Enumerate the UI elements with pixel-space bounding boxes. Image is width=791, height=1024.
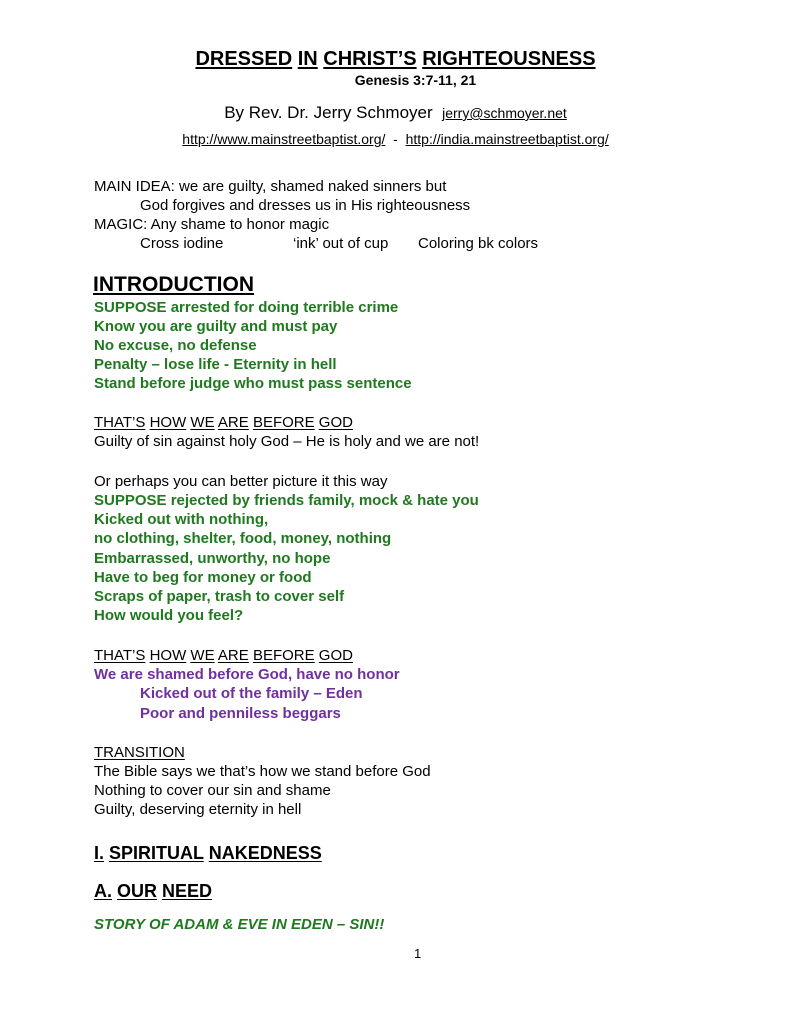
heading-word: HOW [149,414,187,431]
heading-word: BEFORE [252,647,315,664]
website-link-main[interactable]: http://www.mainstreetbaptist.org/ [182,131,386,147]
heading-word: I. [94,843,105,863]
suppose-line: No excuse, no defense [94,337,257,354]
perhaps-line: Or perhaps you can better picture it this way [94,473,388,490]
title-word: IN [297,48,318,70]
website-link-india[interactable]: http://india.mainstreetbaptist.org/ [405,131,609,147]
shamed-line: Poor and penniless beggars [140,705,341,722]
magic-item: Cross iodine [140,235,224,252]
heading-word: BEFORE [252,414,315,431]
heading-word: NEED [162,881,213,901]
transition-line: Nothing to cover our sin and shame [94,782,331,799]
shamed-line: Kicked out of the family – Eden [140,685,363,702]
heading-word: WE [190,414,215,431]
email-link[interactable]: jerry@schmoyer.net [442,105,567,121]
heading-word: ARE [217,414,249,431]
suppose-line: Kicked out with nothing, [94,511,269,528]
link-separator: - [393,131,398,147]
heading-word: SPIRITUAL [109,843,204,863]
suppose-line: Embarrassed, unworthy, no hope [94,550,331,567]
suppose-line: Stand before judge who must pass sentence [94,375,412,392]
website-links [0,130,791,149]
heading-word: THAT’S [94,647,146,664]
heading-word: WE [190,647,215,664]
story-line: STORY OF ADAM & EVE IN EDEN – SIN!! [94,916,385,933]
suppose-line: Know you are guilty and must pay [94,318,338,335]
heading-word: THAT’S [94,414,146,431]
heading-word: NAKEDNESS [208,843,322,863]
transition-line: Guilty, deserving eternity in hell [94,801,302,818]
transition-line: The Bible says we that’s how we stand before God [94,763,431,780]
suppose-line: Scraps of paper, trash to cover self [94,588,345,605]
magic-item: Coloring bk colors [418,235,539,252]
page-number: 1 [414,946,422,961]
main-idea-line2: God forgives and dresses us in His righteousness [140,197,471,214]
heading-word: A. [94,881,112,901]
title-word: DRESSED [195,48,293,70]
heading-word: GOD [318,414,353,431]
suppose-line: SUPPOSE arrested for doing terrible crime [94,299,399,316]
suppose-line: Have to beg for money or food [94,569,312,586]
transition-heading: TRANSITION [94,744,185,761]
document-title [0,47,791,71]
subsection-heading [94,880,212,902]
magic-line: MAGIC: Any shame to honor magic [94,216,330,233]
magic-item: ‘ink’ out of cup [293,235,389,252]
author-name: By Rev. Dr. Jerry Schmoyer [224,103,433,122]
section-heading [94,842,322,864]
introduction-heading: INTRODUCTION [93,273,254,296]
heading-word: GOD [318,647,353,664]
title-word: RIGHTEOUSNESS [422,48,596,70]
heading-word: ARE [217,647,249,664]
suppose-line: How would you feel? [94,607,244,624]
main-idea-line1: MAIN IDEA: we are guilty, shamed naked sinners but [94,178,447,195]
heading-word: HOW [149,647,187,664]
thats-how-heading [94,413,353,432]
shamed-line: We are shamed before God, have no honor [94,666,400,683]
heading-word: OUR [117,881,158,901]
thats-how-heading [94,646,353,665]
scripture-reference: Genesis 3:7-11, 21 [354,72,477,88]
author-line [0,102,791,124]
guilty-line: Guilty of sin against holy God – He is holy and we are not! [94,433,480,450]
suppose-line: no clothing, shelter, food, money, nothing [94,530,392,547]
suppose-line: SUPPOSE rejected by friends family, mock & hate you [94,492,479,509]
title-word: CHRIST’S [323,48,417,70]
suppose-line: Penalty – lose life - Eternity in hell [94,356,337,373]
